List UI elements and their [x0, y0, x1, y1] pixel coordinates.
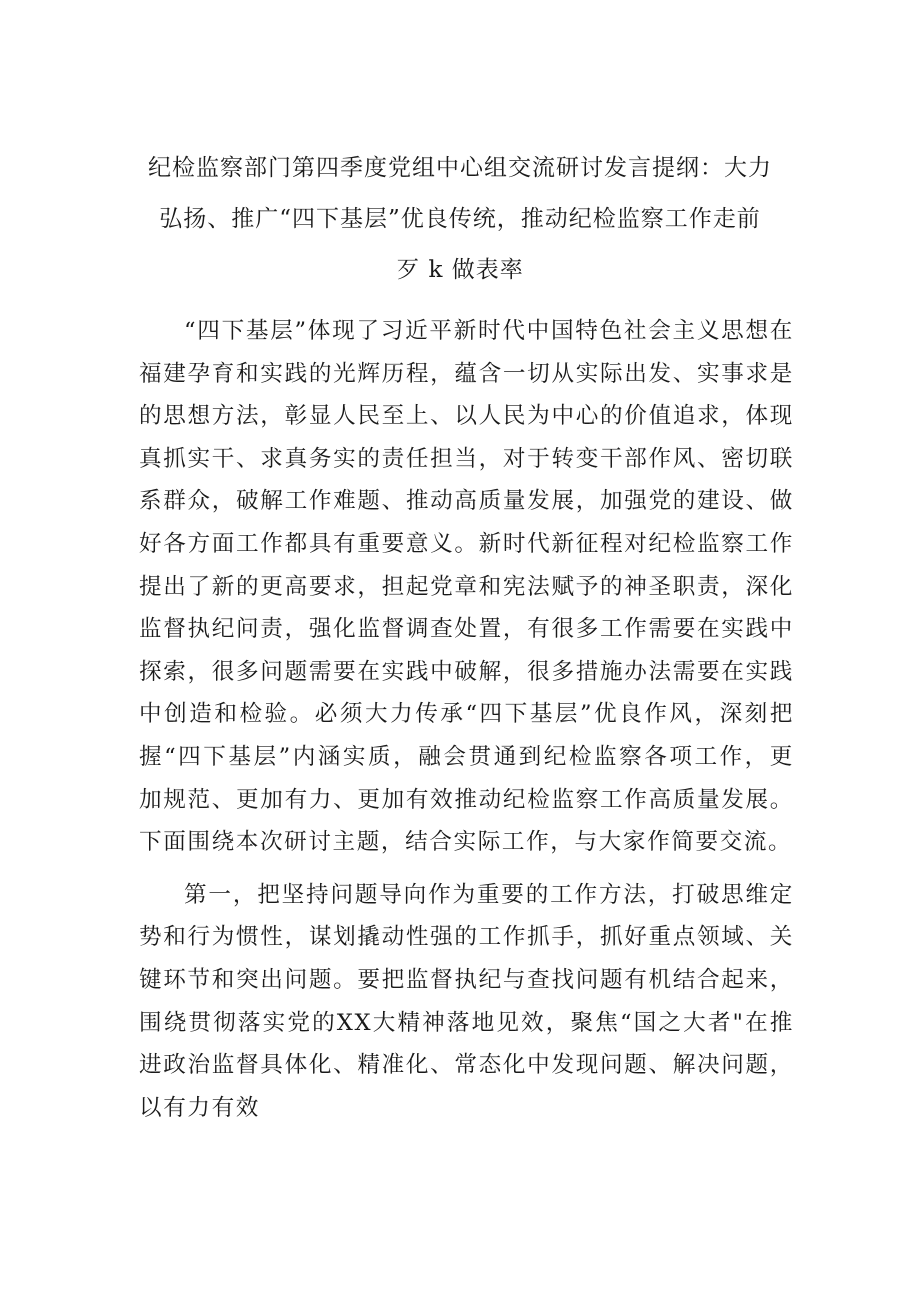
title-line-1: 纪检监察部门第四季度党组中心组交流研讨发言提纲：大力	[148, 155, 772, 181]
document-title	[140, 143, 780, 296]
paragraph-intro: “四下基层”体现了习近平新时代中国特色社会主义思想在福建孕育和实践的光辉历程，蕴含一切从实际出发、实事求是的思想方法，彰显人民至上、以人民为中心的价值追求，体现真抓实干、求真务实的责任担当，对于转变干部作风、密切联系群众，破解工作难题、推动高质量发展，加强党的建设、做好各方面工作都具有重要意义。新时代新征程对纪检监察工作提出了新的更高要求，担起党章和宪法赋予的神圣职责，深化监督执纪问责，强化监督调查处置，有很多工作需要在实践中探索，很多问题需要在实践中破解，很多措施办法需要在实践中创造和检验。必须大力传承“四下基层”优良作风，深刻把握“四下基层”内涵实质，融会贯通到纪检监察各项工作，更加规范、更加有力、更加有效推动纪检监察工作高质量发展。下面围绕本次研讨主题，结合实际工作，与大家作简要交流。	[139, 318, 794, 856]
title-line-2: 弘扬、推广“四下基层”优良传统，推动纪检监察工作走前	[159, 206, 761, 232]
document-body	[139, 310, 794, 1129]
paragraph-first-point: 第一，把坚持问题导向作为重要的工作方法，打破思维定势和行为惯性，谋划撬动性强的工作抓手，抓好重点领域、关键环节和突出问题。要把监督执纪与查找问题有机结合起来，围绕贯彻落实党的XX大精神落地见效，聚焦“国之大者"在推进政治监督具体化、精准化、常态化中发现问题、解决问题，以有力有效	[139, 881, 794, 1121]
title-line-3: 歹 k 做表率	[396, 257, 524, 283]
